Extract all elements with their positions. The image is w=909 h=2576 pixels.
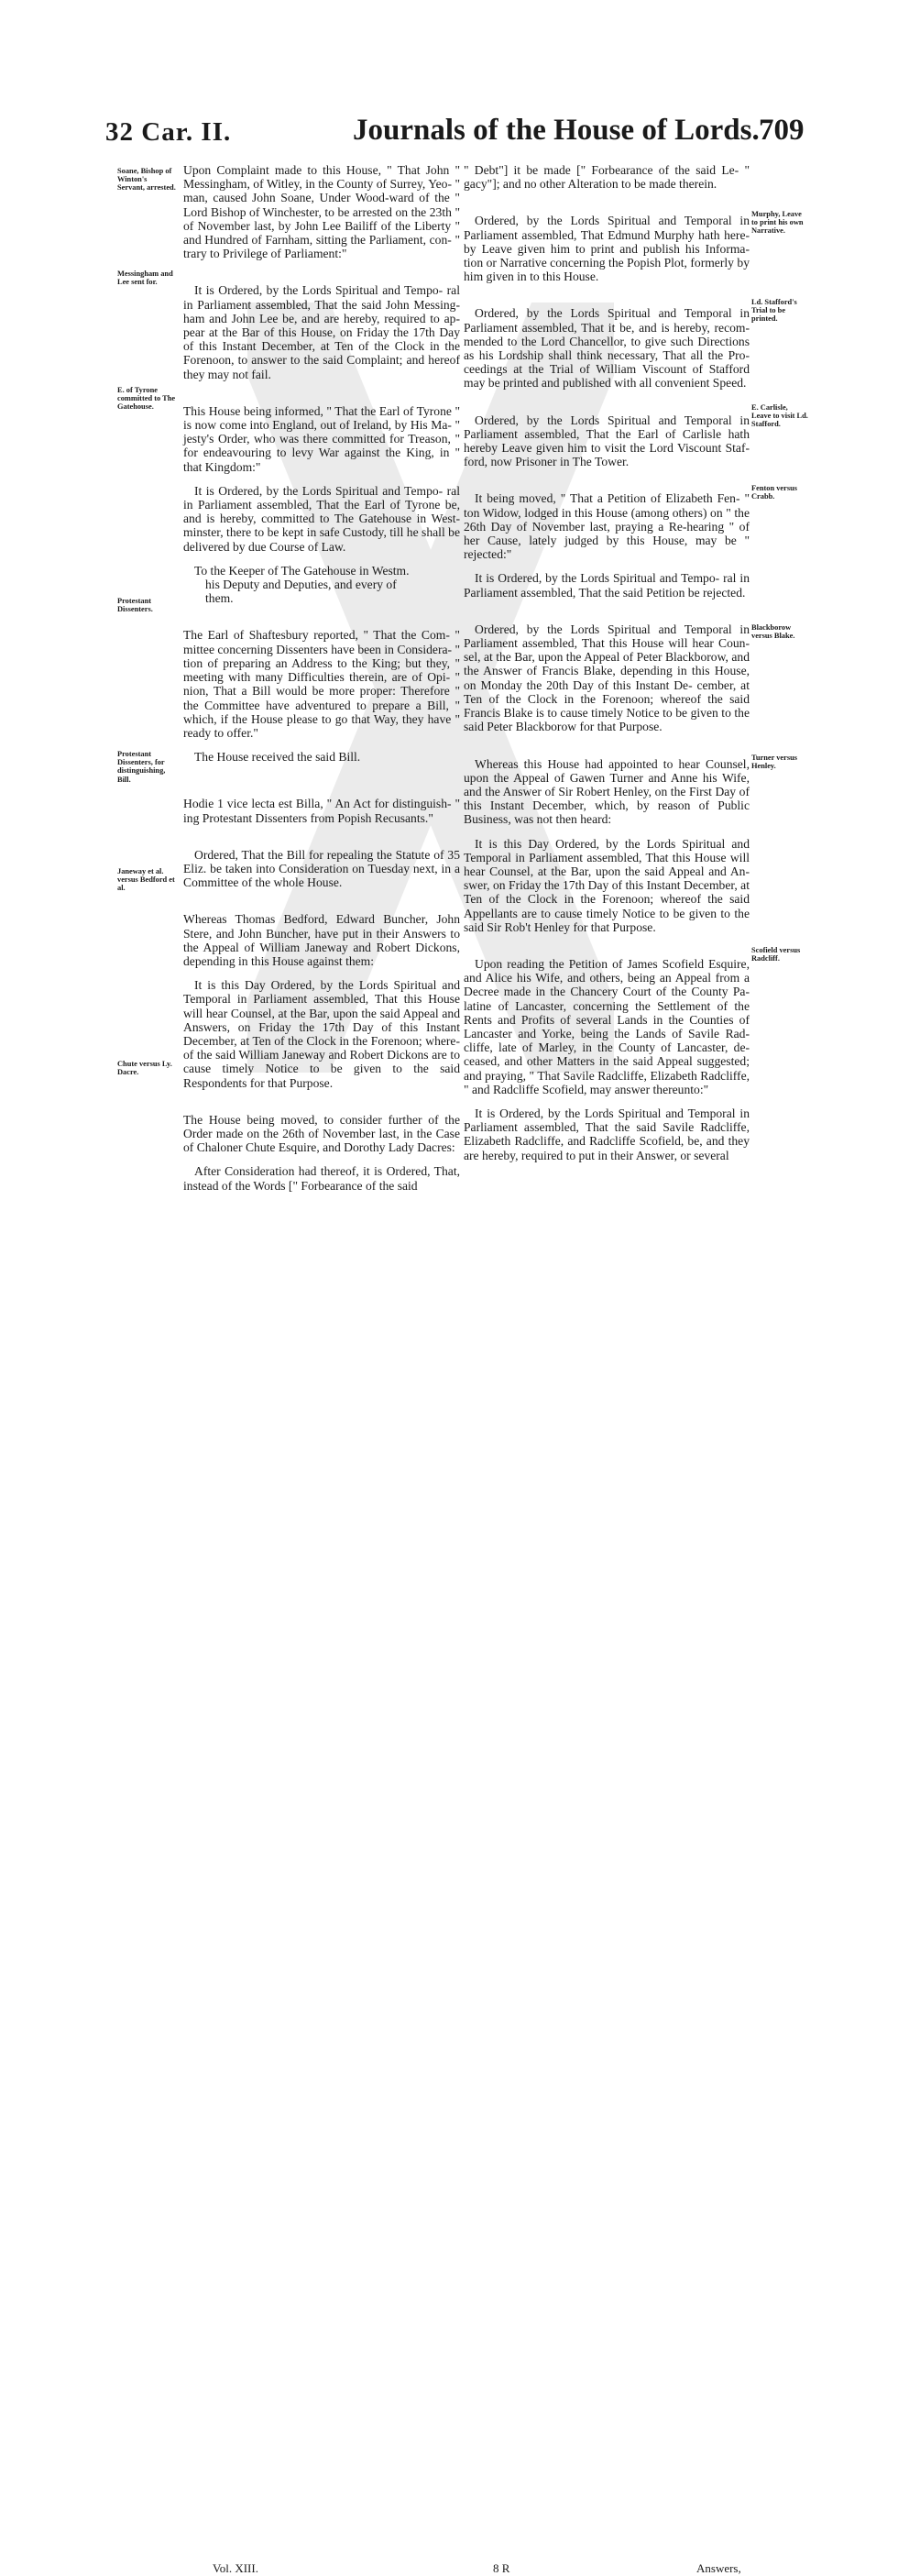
margin-note-murphy: Murphy, Leave to print his own Narrative. bbox=[751, 210, 804, 236]
entry-turner-order: It is this Day Ordered, by the Lords Spiritual and Temporal in Parliament assembled, That this House will hear Counsel, at the Bar, upon the said Appeal and An- swer, on Friday the 17th Day of this Instant December, at Ten of the Clock in the Forenoon; whereof the said Appellants are to cause timely Notice to be given to the said Sir Rob't Henley for that Purpose. bbox=[464, 836, 750, 934]
entry-scofield-order: It is Ordered, by the Lords Spiritual and Temporal in Parliament assembled, That the said Savile Radcliffe, Elizabeth Radcliffe, and Radcliffe Scofield, be, and they are hereby, required to put in their Answer, or several bbox=[464, 1106, 750, 1162]
catchword: Answers, bbox=[696, 2561, 741, 2575]
warrant-line-1: To the Keeper of The Gatehouse in Westm. bbox=[194, 563, 410, 578]
margin-note-dissenters-bill: Protestant Dissenters, for distinguishing, Bill. bbox=[117, 750, 166, 784]
reign-heading: 32 Car. II. bbox=[105, 117, 232, 147]
margin-note-janeway: Janeway et al. versus Bedford et al. bbox=[117, 867, 175, 893]
entry-bill-received: The House received the said Bill. bbox=[194, 750, 361, 765]
left-column bbox=[183, 163, 460, 1193]
signature-mark: 8 R bbox=[493, 2561, 510, 2575]
warrant-address bbox=[183, 564, 460, 606]
entry-murphy-order: Ordered, by the Lords Spiritual and Temporal in Parliament assembled, That Edmund Murphy hath here- by Leave given him to print and publish his Informa- tion or Narrative concerning the Popish Plot, formerly by him given in to this House. bbox=[464, 214, 750, 284]
margin-note-messingham: Messingham and Lee sent for. bbox=[117, 270, 173, 287]
entry-messingham-order: It is Ordered, by the Lords Spiritual and Tempo- ral in Parliament assembled, That the said John Messing- ham and John Lee be, and are hereby, required to ap- pear at the Bar of this House, on Friday the 17th Day of this Instant December, at Ten of the Clock in the Forenoon, to answer to the said Complaint; and hereof they may not fail. bbox=[183, 283, 460, 381]
entry-dissenters-bill-reading: Hodie 1 vice lecta est Billa, " An Act for distinguish- " ing Protestant Dissenters from Popish Recusants." bbox=[183, 797, 460, 825]
margin-note-fenton: Fenton versus Crabb. bbox=[751, 484, 798, 501]
right-column bbox=[464, 163, 750, 1162]
entry-blackborow-order: Ordered, by the Lords Spiritual and Temporal in Parliament assembled, That this House will hear Coun- sel, at the Bar, upon the Appeal of Peter Blackborow, and the Answer of Francis Blake, depending in this House, on Monday the 20th Day of this Instant De- cember, at Ten of the Clock in the Forenoon; whereof the said Francis Blake is to cause timely Notice to be given to the said Peter Blackborow for that Purpose. bbox=[464, 622, 750, 734]
entry-chute-order: After Consideration had thereof, it is Ordered, That, instead of the Words [" Forbearance of the said bbox=[183, 1164, 460, 1193]
entry-tyrone-information: This House being informed, " That the Earl of Tyrone " is now come into England, out of Ireland, by His Ma- " jesty's Order, who was there committed for Treason, " for endeavouring to levy War against the King, in " that Kingdom:" bbox=[183, 403, 460, 474]
entry-scofield-petition: Upon reading the Petition of James Scofield Esquire, and Alice his Wife, and others, being an Appeal from a Decree made in the Chancery Court of the County Pa- latine of Lancaster, concerning the Settlement of the Rents and Profits of several Lands in the Counties of Lancaster and Yorke, being the Lands of Savile Rad- cliffe, late of Marley, in the County of Lancaster, de- ceased, and other Matters in the said Appeal suggested; and praying, " That Savile Radcliffe, Elizabeth Radcliffe, " and Radcliffe Scofield, may answer thereunto:" bbox=[464, 956, 750, 1096]
entry-fenton-order: It is Ordered, by the Lords Spiritual and Tempo- ral in Parliament assembled, That the said Petition be rejected. bbox=[464, 571, 750, 600]
page-header bbox=[0, 0, 909, 156]
entry-tyrone-order: It is Ordered, by the Lords Spiritual and Tempo- ral in Parliament assembled, That the Earl of Tyrone be, and is hereby, committed to The Gatehouse in West- minster, there to be kept in safe Custody, till he shall be delivered by due Course of Law. bbox=[183, 483, 460, 554]
entry-soane-complaint: Upon Complaint made to this House, " That John " Messingham, of Witley, in the County of Surrey, Yeo- " man, caused John Soane, Under Wood-ward of the " Lord Bishop of Winchester, to be arrested on the 23th " of November last, by John Lee Bailiff of the Liberty " and Hundred of Farnham, sitting the Parliament, con- " trary to Privilege of Parliament:" bbox=[183, 163, 460, 261]
entry-turner-whereas: Whereas this House had appointed to hear Counsel, upon the Appeal of Gawen Turner and Anne his Wife, and the Answer of Sir Robert Henley, on the First Day of this Instant December, which, by reason of Public Business, was not then heard: bbox=[464, 756, 750, 827]
margin-note-carlisle: E. Carlisle, Leave to visit Ld. Stafford. bbox=[751, 403, 808, 429]
journal-title: Journals of the House of Lords. bbox=[353, 114, 760, 147]
entry-carlisle-order: Ordered, by the Lords Spiritual and Temporal in Parliament assembled, That the Earl of Carlisle hath hereby Leave given him to visit the Lord Viscount Staf- ford, now Prisoner in The Tower. bbox=[464, 413, 750, 469]
warrant-line-2: his Deputy and Deputies, and every of bbox=[205, 578, 397, 592]
margin-note-stafford: Ld. Stafford's Trial to be printed. bbox=[751, 298, 797, 324]
page-number: 709 bbox=[759, 114, 805, 147]
page-footer bbox=[0, 1278, 909, 2575]
entry-chute-motion: The House being moved, to consider further of the Order made on the 26th of November last, in the Case of Chaloner Chute Esquire, and Dorothy Lady Dacres: bbox=[183, 1112, 460, 1155]
entry-fenton-motion: It being moved, " That a Petition of Elizabeth Fen- " ton Widow, lodged in this House (among others) on " the 26th Day of November last, praying a Re-hearing " of her Cause, lately judged by this House, may be " rejected:" bbox=[464, 491, 750, 562]
entry-stafford-order: Ordered, by the Lords Spiritual and Temporal in Parliament assembled, That it be, and is hereby, recom- mended to the Lord Chancellor, to give such Directions as his Lordship shall think necessary, That all the Pro- ceedings at the Trial of William Viscount of Stafford may be printed and published with all convenient Speed. bbox=[464, 306, 750, 391]
entry-janeway-order: It is this Day Ordered, by the Lords Spiritual and Temporal in Parliament assembled, That this House will hear Counsel, at the Bar, upon the said Appeal and Answers, on Friday the 17th Day of this Instant December, at Ten of the Clock in the Forenoon; where- of the said William Janeway and Robert Dickons are to cause timely Notice to be given to the said Respondents for that Purpose. bbox=[183, 978, 460, 1090]
volume-label: Vol. XIII. bbox=[213, 2561, 258, 2575]
warrant-line-3: them. bbox=[205, 591, 234, 606]
margin-note-tyrone: E. of Tyrone committed to The Gatehouse. bbox=[117, 386, 176, 412]
margin-note-soane: Soane, Bishop of Winton's Servant, arrested. bbox=[117, 167, 176, 193]
margin-note-blackborow: Blackborow versus Blake. bbox=[751, 623, 795, 641]
entry-repeal-order: Ordered, That the Bill for repealing the Statute of 35 Eliz. be taken into Consideration on Tuesday next, in a Committee of the whole House. bbox=[183, 847, 460, 890]
margin-note-chute: Chute versus Ly. Dacre. bbox=[117, 1060, 172, 1077]
entry-chute-continuation: " Debt"] it be made [" Forbearance of the said Le- " gacy"]; and no other Alteration to be made therein. bbox=[464, 163, 750, 192]
margin-note-scofield: Scofield versus Radcliff. bbox=[751, 946, 801, 963]
margin-note-dissenters: Protestant Dissenters. bbox=[117, 597, 153, 614]
entry-shaftesbury-report: The Earl of Shaftesbury reported, " That the Com- " mittee concerning Dissenters have been in Considera- " tion of preparing an Address to the King; but they, " meeting with many Difficulties therein, are of Opi- " nion, That a Bill would be more proper: Therefore " the Committee have adventured to prepare a Bill, " which, if the House please to go that Way, they have " ready to offer." bbox=[183, 628, 460, 740]
margin-note-turner: Turner versus Henley. bbox=[751, 754, 798, 771]
entry-janeway-answers: Whereas Thomas Bedford, Edward Buncher, John Stere, and John Buncher, have put in their Answers to the Appeal of William Janeway and Robert Dickons, depending in this House against them: bbox=[183, 912, 460, 968]
